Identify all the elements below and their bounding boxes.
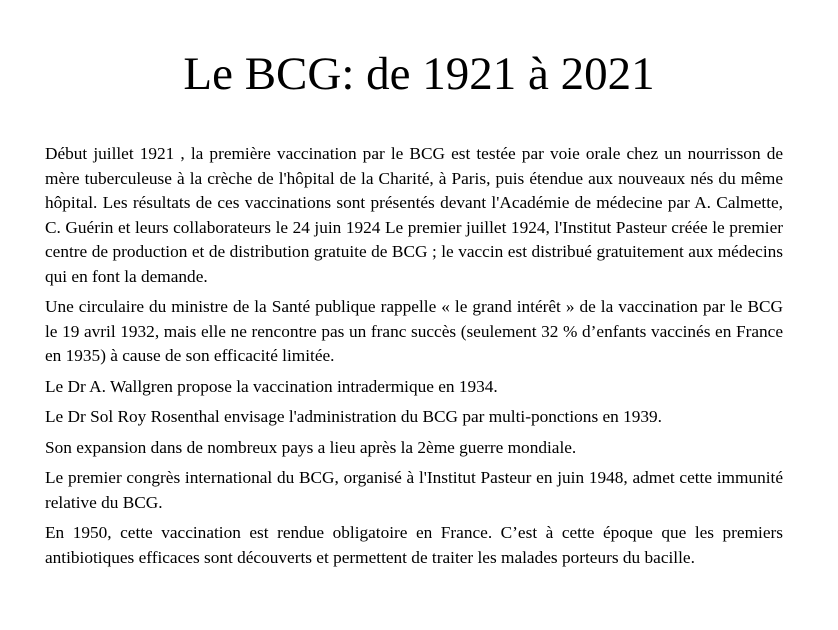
paragraph-1948: Le premier congrès international du BCG, organisé à l'Institut Pasteur en juin 1948, admet cette immunité relative du BCG. xyxy=(45,468,783,512)
paragraph-1950: En 1950, cette vaccination est rendue obligatoire en France. C’est à cette époque que les premiers antibiotiques efficaces sont découverts et permettent de traiter les malades porteurs du bacille. xyxy=(45,523,783,567)
paragraph-1934: Le Dr A. Wallgren propose la vaccination intradermique en 1934. xyxy=(45,376,498,396)
paragraph-1939: Le Dr Sol Roy Rosenthal envisage l'administration du BCG par multi-ponctions en 1939. xyxy=(45,407,663,426)
paragraph-1932: Une circulaire du ministre de la Santé publique rappelle « le grand intérêt » de la vaccination par le BCG le 19 avril 1932, mais elle ne rencontre pas un franc succès (seulement 32 % d’enfants vaccinés en France en 1935) à cause de son efficacité limitée. xyxy=(45,297,783,365)
slide-title: Le BCG: de 1921 à 2021 xyxy=(183,48,655,100)
slide-body xyxy=(45,142,783,576)
paragraph-1921: Début juillet 1921 , la première vaccination par le BCG est testée par voie orale chez un nourrisson de mère tuberculeuse à la crèche de l'hôpital de la Charité, à Paris, puis étendue aux nouveaux nés du même hôpital. Les résultats de ces vaccinations sont présentés devant l'Académie de médecine par A. Calmette, C. Guérin et leurs collaborateurs le 24 juin 1924 Le premier juillet 1924, l'Institut Pasteur créée le premier centre de production et de distribution gratuite de BCG ; le vaccin est distribué gratuitement aux médecins qui en font la demande. xyxy=(45,144,783,286)
paragraph-expansion: Son expansion dans de nombreux pays a lieu après la 2ème guerre mondiale. xyxy=(45,437,577,457)
